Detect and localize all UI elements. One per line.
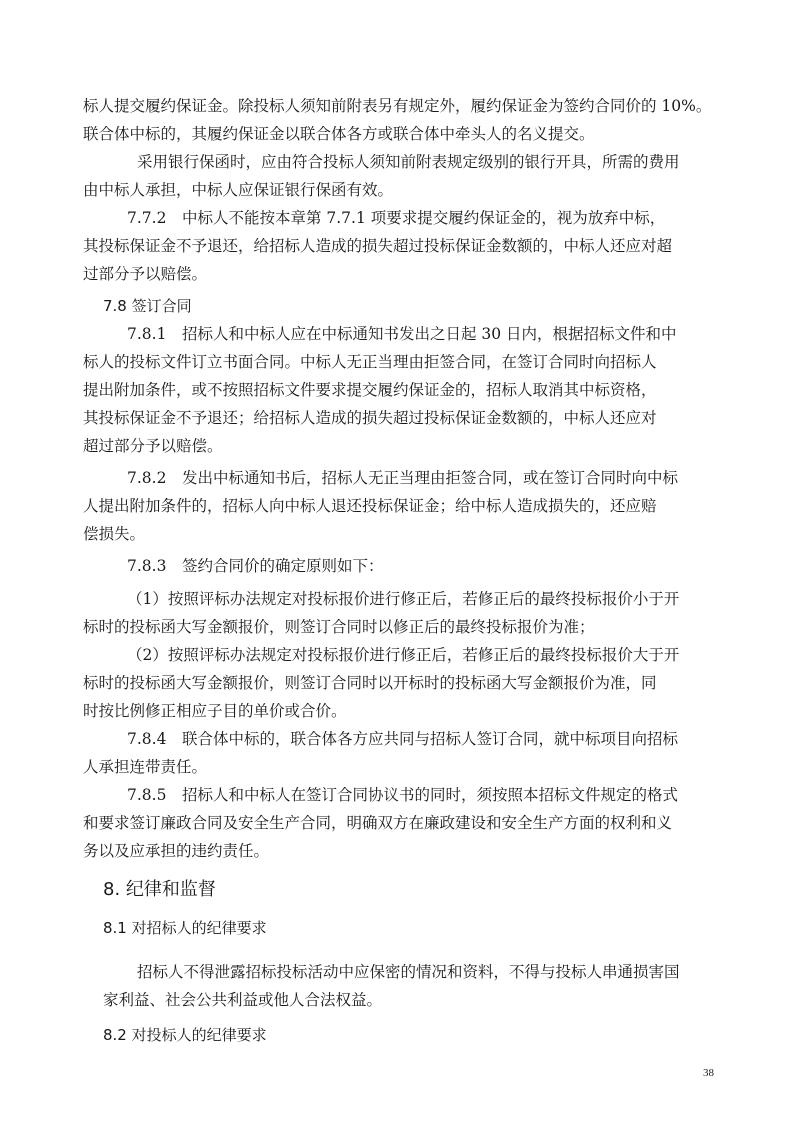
body-text-line: 标时的投标函大写金额报价，则签订合同时以修正后的最终投标报价为准； <box>83 618 595 636</box>
body-text-line: 招标人不得泄露招标投标活动中应保密的情况和资料，不得与投标人串通损害国 <box>137 963 680 981</box>
body-text-line: 标人的投标文件订立书面合同。中标人无正当理由拒签合同，在签订合同时向招标人 <box>83 353 657 371</box>
body-text-line: 7.8.2 发出中标通知书后，招标人无正当理由拒签合同，或在签订合同时向中标 <box>127 469 678 487</box>
chapter-heading-8: 8. 纪律和监督 <box>103 879 216 900</box>
body-text-line: 其投标保证金不予退还，给招标人造成的损失超过投标保证金数额的，中标人还应对超 <box>83 237 673 255</box>
body-text-line: 提出附加条件，或不按照招标文件要求提交履约保证金的，招标人取消其中标资格， <box>83 381 657 399</box>
body-text-line: 联合体中标的，其履约保证金以联合体各方或联合体中牵头人的名义提交。 <box>83 125 595 143</box>
body-text-line: 7.8.1 招标人和中标人应在中标通知书发出之日起 30 日内，根据招标文件和中 <box>127 325 677 343</box>
body-text-line: 由中标人承担，中标人应保证银行保函有效。 <box>83 181 394 199</box>
body-text-line: 采用银行保函时，应由符合投标人须知前附表规定级别的银行开具，所需的费用 <box>137 153 680 171</box>
section-heading-7-8: 7.8 签订合同 <box>103 297 192 315</box>
body-text-line: 其投标保证金不予退还；给招标人造成的损失超过投标保证金数额的，中标人还应对 <box>83 409 657 427</box>
body-text-line: 人提出附加条件的，招标人向中标人退还投标保证金；给中标人造成损失的，还应赔 <box>83 497 657 515</box>
body-text-line: 超过部分予以赔偿。 <box>83 437 223 455</box>
body-text-line: 时按比例修正相应子目的单价或合价。 <box>83 702 347 720</box>
body-text-line: 人承担连带责任。 <box>83 758 208 776</box>
body-text-line: 7.8.3 签约合同价的确定原则如下： <box>127 557 384 575</box>
body-text-line: 7.8.4 联合体中标的，联合体各方应共同与招标人签订合同，就中标项目向招标 <box>127 730 678 748</box>
body-text-line: 和要求签订廉政合同及安全生产合同，明确双方在廉政建设和安全生产方面的权利和义 <box>83 814 673 832</box>
body-text-line: 务以及应承担的违约责任。 <box>83 842 270 860</box>
body-text-line: 家利益、社会公共利益或他人合法权益。 <box>103 991 383 1009</box>
section-heading-8-1: 8.1 对招标人的纪律要求 <box>103 919 267 937</box>
body-text-line: 过部分予以赔偿。 <box>83 265 208 283</box>
body-text-line: （1）按照评标办法规定对投标报价进行修正后，若修正后的最终投标报价小于开 <box>127 590 680 608</box>
body-text-line: 7.8.5 招标人和中标人在签订合同协议书的同时，须按照本招标文件规定的格式 <box>127 786 678 804</box>
page-number: 38 <box>703 1067 714 1079</box>
body-text-line: （2）按照评标办法规定对投标报价进行修正后，若修正后的最终投标报价大于开 <box>127 646 680 664</box>
body-text-line: 标人提交履约保证金。除投标人须知前附表另有规定外，履约保证金为签约合同价的 10%。 <box>83 97 712 115</box>
section-heading-8-2: 8.2 对投标人的纪律要求 <box>103 1026 267 1044</box>
body-text-line: 偿损失。 <box>83 525 146 543</box>
body-text-line: 标时的投标函大写金额报价，则签订合同时以开标时的投标函大写金额报价为准，同 <box>83 674 657 692</box>
body-text-line: 7.7.2 中标人不能按本章第 7.7.1 项要求提交履约保证金的，视为放弃中标， <box>127 209 666 227</box>
